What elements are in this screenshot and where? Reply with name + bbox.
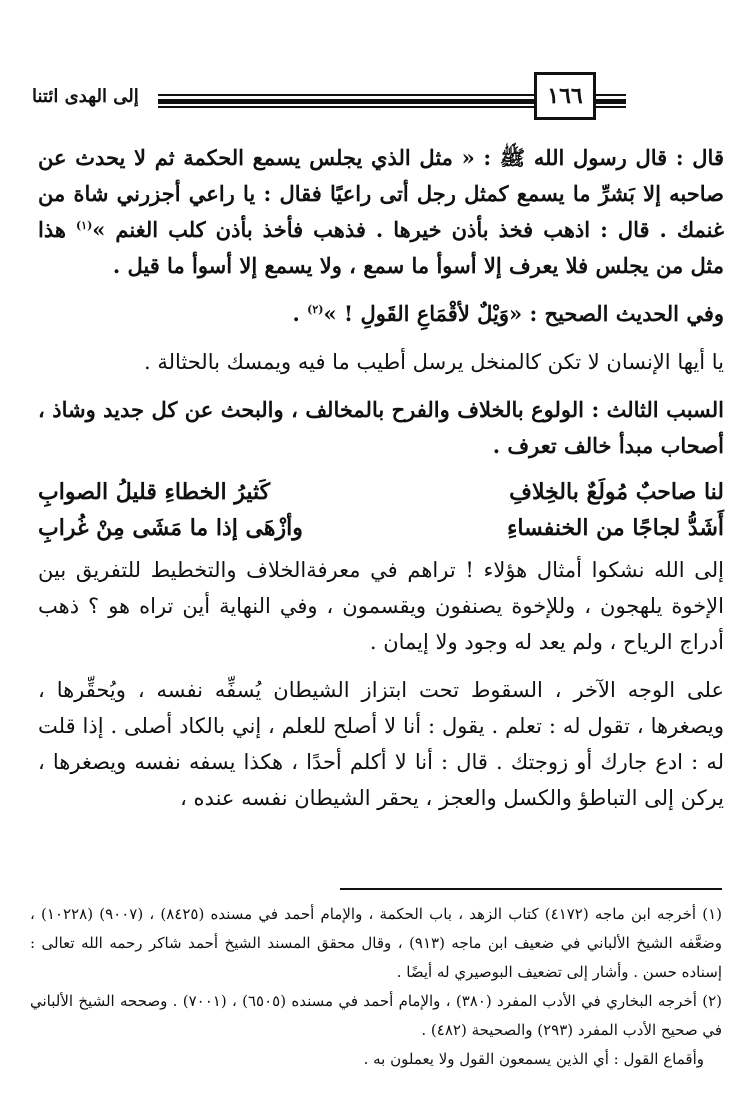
footnote-ref-1: (١): [75, 219, 93, 232]
header-rule-right-thick: [596, 99, 626, 104]
header-rule-thin-bottom: [158, 106, 534, 108]
header-rule-right-thin-top: [596, 94, 626, 96]
footnotes: [30, 900, 722, 1074]
footnote-separator: [340, 888, 722, 890]
running-title: إلى الهدى ائتنا: [32, 86, 139, 107]
poem-line-1: [38, 474, 724, 510]
footnote-2-gloss: وأقماع القول : أي الذين يسمعون القول ولا يعملون به .: [363, 1050, 704, 1068]
paragraph-hadith-2-tail: .: [292, 301, 308, 326]
paragraph-complaint: إلى الله نشكوا أمثال هؤلاء ! تراهم في معرفةالخلاف والتخطيط للتفريق بين الإخوة يلهجون ، وللإخوة يصنفون ويقسمون ، وفي النهاية أين تراه هو ؟ ذهب أدراج الرياح ، ولم يعد له وجود ولا إيمان .: [38, 558, 724, 654]
paragraph-hadith-2-text: وفي الحديث الصحيح : «وَيْلٌ لأقْمَاعِ القَولِ ! »: [323, 301, 724, 326]
paragraph-third-reason: السبب الثالث : الولوع بالخلاف والفرح بالمخالف ، والبحث عن كل جديد وشاذ ، أصحاب مبدأ خالف تعرف .: [38, 397, 724, 458]
footnote-1: (١) أخرجه ابن ماجه (٤١٧٢) كتاب الزهد ، باب الحكمة ، والإمام أحمد في مسنده (٨٤٢٥) ، (٩٠٠٧) (١٠٢٢٨) ، وضعَّفه الشيخ الألباني في ضعيف ابن ماجه (٩١٣) ، وقال محقق المسند الشيخ أحمد شاكر رحمه الله تعالى : إسناده حسن . وأشار إلى تضعيف البوصيري له أيضًا .: [30, 905, 722, 981]
poem-line-1-first-hemistich: لنا صاحبٌ مُولَعٌ بالخِلافِ: [509, 479, 724, 505]
header-rule-thin-top: [158, 94, 534, 96]
page-number: ١٦٦: [534, 72, 596, 120]
header-rule-right-thin-bottom: [596, 106, 626, 108]
paragraph-hadith-1: [38, 140, 724, 284]
poem-line-2-first-hemistich: أَشَدُّ لجاجًا من الخنفساءِ: [507, 515, 724, 541]
poem: [38, 474, 724, 546]
poem-line-2-second-hemistich: وأزْهَى إذا ما مَشَى مِنْ غُرابِ: [38, 515, 303, 541]
page-header: [0, 0, 744, 130]
header-rule-right: [596, 92, 626, 110]
paragraph-hadith-1-tail: هذا مثل من يجلس فلا يعرف إلا أسوأ ما سمع ، ولا يسمع إلا أسوأ ما قيل .: [38, 217, 724, 278]
paragraph-hadith-2: [38, 296, 724, 332]
paragraph-sieve: يا أيها الإنسان لا تكن كالمنخل يرسل أطيب ما فيه ويمسك بالحثالة .: [144, 350, 724, 374]
footnote-2: (٢) أخرجه البخاري في الأدب المفرد (٣٨٠) ، والإمام أحمد في مسنده (٦٥٠٥) ، (٧٠٠١) . وصححه الشيخ الألباني في صحيح الأدب المفرد (٢٩٣) والصحيحة (٤٨٢) .: [30, 992, 722, 1039]
paragraph-other-side: على الوجه الآخر ، السقوط تحت ابتزاز الشيطان يُسفِّه نفسه ، ويُحقِّرها ، ويصغرها ، تقول له : تعلم . يقول : أنا لا أصلح للعلم ، إني بالكاد أصلى . إذا قلت له : ادع جارك أو زوجتك . قال : أنا لا أكلم أحدًا ، هكذا يسفه نفسه ويصغرها ، يركن إلى التباطؤ والكسل والعجز ، يحقر الشيطان نفسه عنده ،: [38, 678, 724, 810]
footnote-ref-2: (٢): [307, 303, 324, 316]
paragraph-hadith-1-text: قال : قال رسول الله ﷺ : « مثل الذي يجلس يسمع الحكمة ثم لا يحدث عن صاحبه إلا بَشرِّ ما يسمع كمثل رجل أتى راعيًا فقال : يا راعي أجزرني شاة من غنمك . قال : اذهب فخذ بأذن خيرها . فذهب فأخذ بأذن كلب الغنم »: [38, 145, 724, 242]
poem-line-2: [38, 510, 724, 546]
header-rule-thick: [158, 99, 534, 104]
header-rule: [158, 92, 534, 110]
main-text: [38, 140, 724, 816]
poem-line-1-second-hemistich: كَثيرُ الخطاءِ قليلُ الصوابِ: [38, 479, 271, 505]
